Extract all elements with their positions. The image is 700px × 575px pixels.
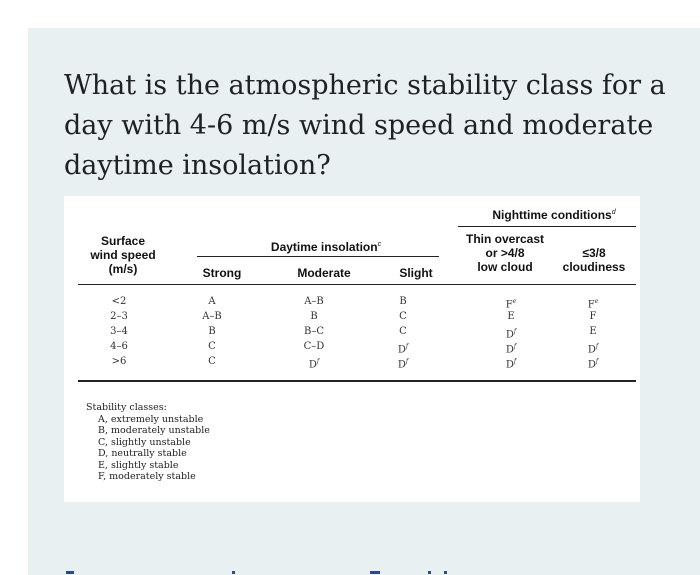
stability-legend (86, 402, 210, 483)
nighttime-header (469, 206, 639, 222)
question-line: daytime insolation? (64, 150, 331, 181)
cloud-cell (578, 309, 608, 324)
cloud-value: D (587, 344, 596, 356)
moderate-value: D (308, 359, 317, 371)
slight-cell (388, 294, 418, 309)
stability-table-image (64, 196, 640, 502)
overcast-footnote: f (513, 343, 517, 350)
slight-cell (388, 324, 418, 339)
moderate-cell: B (310, 311, 318, 322)
nighttime-header-text: Nighttime conditions (492, 208, 612, 222)
cloud-value: D (587, 359, 596, 371)
cloudiness-line: cloudiness (562, 260, 626, 274)
wind-cell: 2–3 (110, 311, 128, 322)
cloud-value: E (589, 326, 597, 337)
moderate-cell: C–D (303, 341, 325, 352)
cloud-cell (578, 324, 608, 339)
overcast-cell (496, 354, 526, 372)
daytime-footnote: c (377, 241, 382, 248)
strong-cell: C (208, 356, 216, 367)
question-line: What is the atmospheric stability class for a (64, 70, 666, 101)
strong-cell: A–B (202, 311, 222, 322)
legend-title: Stability classes: (86, 402, 167, 413)
legend-item: E, slightly stable (98, 459, 179, 471)
wind-cell: 3–4 (110, 326, 128, 337)
overcast-cell (496, 309, 526, 324)
overcast-value: D (505, 359, 514, 371)
cloud-footnote: f (595, 343, 599, 350)
strong-cell: C (208, 341, 216, 352)
strong-cell: B (208, 326, 216, 337)
slight-cell (388, 354, 418, 372)
wind-cell: >6 (111, 356, 127, 367)
legend-item: A, extremely unstable (98, 413, 204, 425)
overcast-footnote: f (513, 358, 517, 365)
overcast-line: Thin overcast (465, 232, 545, 246)
cloud-value: F (589, 311, 597, 322)
table-bottom-rule (78, 380, 636, 382)
overcast-value: E (507, 311, 515, 322)
cloudiness-line: ≤3/8 (582, 246, 606, 260)
cropped-stroke (428, 571, 431, 574)
surface-line: Surface (100, 234, 146, 248)
overcast-line: or >4/8 (485, 246, 525, 260)
question-line: day with 4-6 m/s wind speed and moderate (64, 110, 654, 141)
slight-value: D (397, 344, 406, 356)
cropped-stroke (66, 571, 74, 574)
wind-cell: 4–6 (110, 341, 128, 352)
nighttime-underline (458, 226, 636, 227)
top-bar (0, 0, 700, 28)
thin-overcast-header (450, 232, 560, 274)
daytime-header (246, 238, 406, 254)
legend-item: D, neutrally stable (98, 448, 187, 459)
nighttime-footnote: d (611, 209, 616, 216)
moderate-cell (294, 354, 334, 372)
cropped-stroke (370, 571, 380, 574)
moderate-footnote: f (316, 358, 320, 365)
daytime-underline (197, 256, 439, 257)
wind-cell: <2 (111, 296, 127, 307)
header-rule (78, 284, 636, 285)
surface-line: (m/s) (108, 262, 138, 276)
cloud-footnote: f (595, 358, 599, 365)
cloud-value: F (587, 299, 595, 311)
cropped-stroke (444, 571, 447, 574)
slight-value: B (399, 296, 407, 307)
surface-wind-header (78, 234, 168, 276)
moderate-cell: B–C (304, 326, 324, 337)
question-text (64, 66, 664, 186)
daytime-header-text: Daytime insolation (270, 240, 378, 254)
slight-footnote: f (405, 358, 409, 365)
col-slight-header: Slight (399, 266, 433, 280)
cropped-stroke (232, 571, 235, 574)
col-strong-header: Strong (202, 266, 242, 280)
moderate-cell: A–B (304, 296, 324, 307)
overcast-footnote: f (513, 328, 517, 335)
slight-footnote: f (405, 343, 409, 350)
cloud-cell (578, 354, 608, 372)
slight-value: C (399, 326, 407, 337)
cloud-footnote: e (594, 298, 599, 305)
slight-value: D (397, 359, 406, 371)
slight-cell (388, 309, 418, 324)
overcast-value: D (505, 344, 514, 356)
legend-item: F, moderately stable (98, 471, 196, 482)
overcast-line: low cloud (477, 260, 533, 274)
strong-cell: A (208, 296, 216, 307)
legend-item: B, moderately unstable (98, 425, 210, 436)
bottom-cropped-text (0, 568, 700, 575)
overcast-footnote: e (512, 298, 517, 305)
legend-item: C, slightly unstable (98, 436, 191, 448)
slight-value: C (399, 311, 407, 322)
cloudiness-header (554, 246, 634, 274)
col-moderate-header: Moderate (297, 266, 351, 280)
overcast-value: D (505, 329, 514, 341)
overcast-value: F (505, 299, 513, 311)
surface-line: wind speed (90, 248, 156, 262)
